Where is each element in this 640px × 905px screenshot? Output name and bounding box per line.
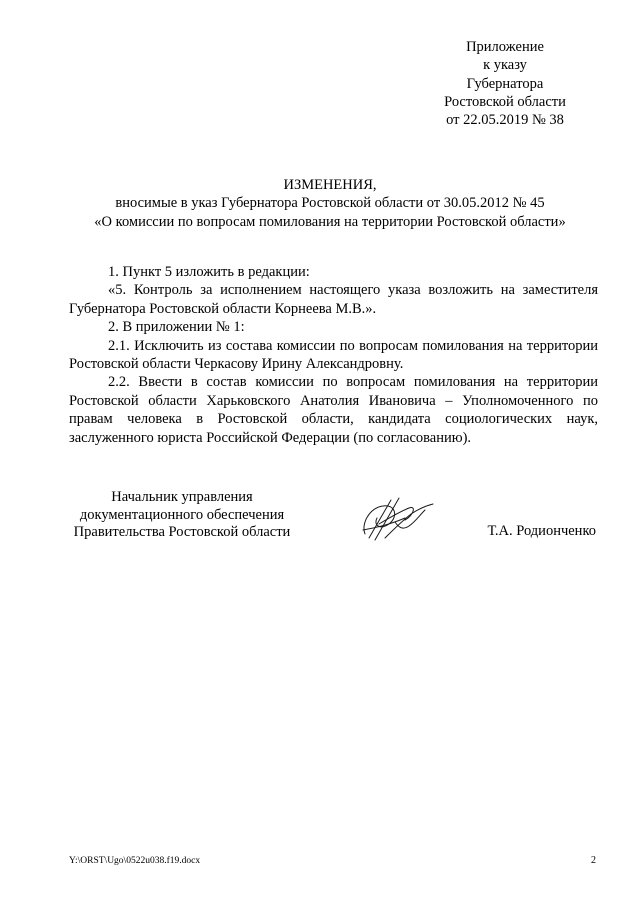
paragraph-2: «5. Контроль за исполнением настоящего указа возложить на заместителя Губернатора Ростовской области Корнеева М.В.». <box>69 282 598 317</box>
handwritten-signature <box>355 494 437 546</box>
signatory-title-line-3: Правительства Ростовской области <box>73 524 291 540</box>
appendix-header <box>420 38 590 129</box>
signatory-title-line-1: Начальник управления <box>111 489 253 505</box>
document-title: ИЗМЕНЕНИЯ, <box>283 177 377 193</box>
document-body <box>69 263 598 447</box>
heading-subtitle-line-2: «О комиссии по вопросам помилования на территории Ростовской области» <box>94 213 566 230</box>
footer-file-path: Y:\ORST\Ugo\0522u038.f19.docx <box>69 856 201 866</box>
signatory-name: Т.А. Родионченко <box>487 523 596 539</box>
appendix-line-3: Губернатора <box>466 75 544 92</box>
signatory-title-line-2: документационного обеспечения <box>79 506 285 523</box>
paragraph-4: 2.1. Исключить из состава комиссии по вопросам помилования на территории Ростовской области Черкасову Ирину Александровну. <box>69 337 598 373</box>
appendix-line-4: Ростовской области <box>444 93 566 110</box>
paragraph-1: 1. Пункт 5 изложить в редакции: <box>108 264 310 280</box>
appendix-line-1: Приложение <box>466 39 544 55</box>
signatory-title <box>60 489 304 542</box>
heading-subtitle-line-1: вносимые в указ Губернатора Ростовской области от 30.05.2012 № 45 <box>115 195 545 212</box>
appendix-line-2: к указу <box>483 57 527 74</box>
paragraph-3: 2. В приложении № 1: <box>108 319 245 336</box>
document-heading <box>40 176 620 231</box>
appendix-line-5: от 22.05.2019 № 38 <box>446 112 564 129</box>
page-number: 2 <box>591 855 596 866</box>
paragraph-5: 2.2. Ввести в состав комиссии по вопросам помилования на территории Ростовской области Харьковского Анатолия Ивановича – Уполномоченного по правам человека в Ростовской области, кандидата социологических наук, заслуженного юриста Российской Федерации (по согласованию). <box>69 374 598 446</box>
